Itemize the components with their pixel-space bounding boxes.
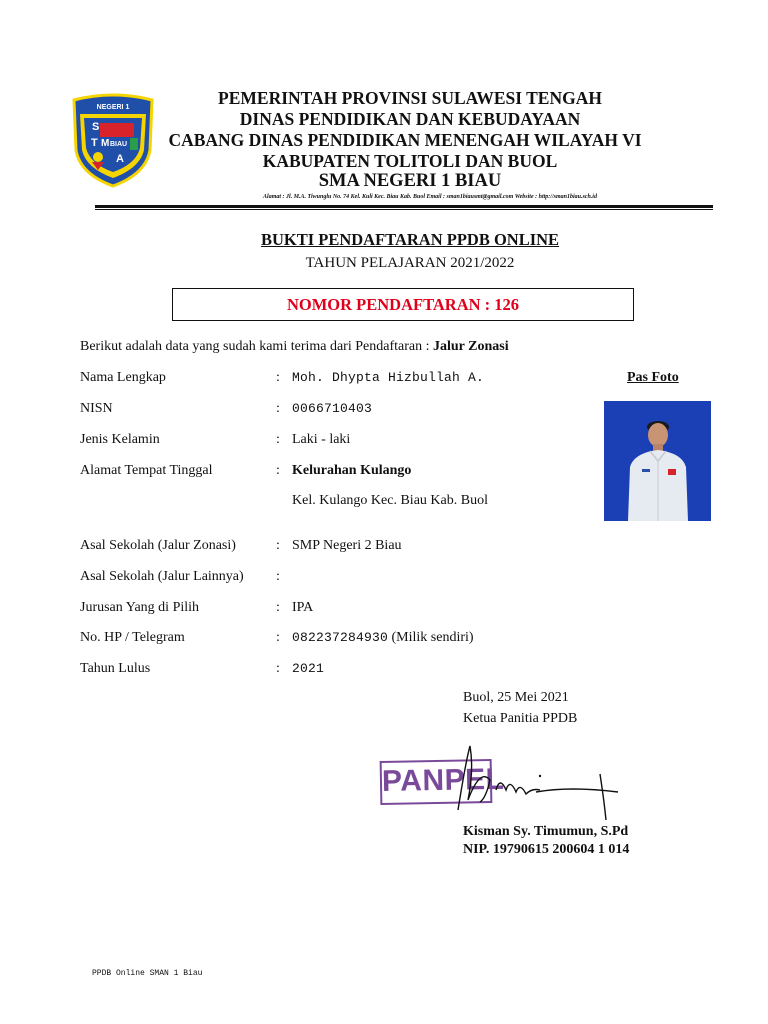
field-label-alamat: Alamat Tempat Tinggal (80, 463, 213, 478)
header-divider-thick (95, 205, 713, 208)
logo-top-text: NEGERI 1 (96, 104, 130, 111)
field-colon: : (276, 463, 280, 478)
field-colon: : (276, 401, 280, 416)
field-value-jurusan: IPA (292, 600, 314, 615)
document-subtitle: TAHUN PELAJARAN 2021/2022 (305, 255, 515, 271)
field-value-hp-note: (Milik sendiri) (388, 630, 474, 645)
field-label-nisn: NISN (80, 401, 113, 416)
field-label-nama: Nama Lengkap (80, 370, 166, 385)
signature-role: Ketua Panitia PPDB (463, 711, 578, 726)
field-label-hp: No. HP / Telegram (80, 630, 185, 645)
field-label-jenis-kelamin: Jenis Kelamin (80, 432, 160, 447)
student-photo (604, 401, 711, 521)
field-value-hp: 082237284930 (292, 630, 389, 645)
field-colon: : (276, 432, 280, 447)
field-label-asal-lainnya: Asal Sekolah (Jalur Lainnya) (80, 569, 244, 584)
student-photo-image (604, 401, 711, 521)
field-colon: : (276, 630, 280, 645)
field-colon: : (276, 538, 280, 553)
header-department: DINAS PENDIDIKAN DAN KEBUDAYAAN (239, 109, 581, 129)
header-divider-thin (95, 209, 713, 210)
logo-letter-t: T (91, 137, 98, 149)
field-colon: : (276, 370, 280, 385)
field-colon: : (276, 569, 280, 584)
logo-letter-biau: BIAU (110, 141, 128, 148)
field-value-nisn: 0066710403 (292, 401, 373, 416)
header-province: PEMERINTAH PROVINSI SULAWESI TENGAH (218, 88, 602, 108)
intro-path: Jalur Zonasi (432, 339, 509, 354)
intro-sentence: Berikut adalah data yang sudah kami terima dari Pendaftaran : (80, 339, 433, 354)
field-label-tahun-lulus: Tahun Lulus (80, 661, 151, 676)
document-title: BUKTI PENDAFTARAN PPDB ONLINE (260, 230, 560, 249)
field-value-nama: Moh. Dhypta Hizbullah A. (292, 370, 485, 385)
field-value-jenis-kelamin: Laki - laki (292, 432, 351, 447)
registration-number-box (172, 288, 634, 321)
field-colon: : (276, 661, 280, 676)
field-label-jurusan: Jurusan Yang di Pilih (80, 600, 200, 615)
header-address: Alamat : Jl. M.A. Tiwunglu No. 74 Kel. Kuli Kec. Biau Kab. Buol Email : sman1biausmt@gmail.com Website : http://sman1biau.sch.id (263, 194, 597, 200)
panpel-stamp: PANPEL (380, 759, 493, 805)
field-value-alamat-detail: Kel. Kulango Kec. Biau Kab. Buol (292, 493, 488, 508)
intro-text (80, 339, 509, 355)
logo-letter-a: A (116, 153, 124, 165)
registration-number: NOMOR PENDAFTARAN : 126 (286, 295, 520, 314)
logo-letter-s: S (92, 121, 100, 133)
field-value-alamat-kelurahan: Kelurahan Kulango (292, 463, 412, 478)
field-value-asal-zonasi: SMP Negeri 2 Biau (292, 538, 402, 553)
field-value-tahun-lulus: 2021 (292, 661, 325, 676)
signature-name: Kisman Sy. Timumun, S.Pd (463, 824, 629, 839)
signature-nip: NIP. 19790615 200604 1 014 (463, 842, 630, 857)
header-branch: CABANG DINAS PENDIDIKAN MENENGAH WILAYAH VI (168, 130, 642, 150)
page-footer: PPDB Online SMAN 1 Biau (92, 969, 203, 978)
photo-label: Pas Foto (627, 370, 679, 385)
field-label-asal-zonasi: Asal Sekolah (Jalur Zonasi) (80, 538, 236, 553)
signature-place-date: Buol, 25 Mei 2021 (463, 690, 569, 705)
school-logo (70, 92, 156, 188)
header-school-name: SMA NEGERI 1 BIAU (318, 171, 502, 191)
handwritten-signature (440, 740, 630, 825)
field-colon: : (276, 600, 280, 615)
logo-letter-m: M (101, 138, 110, 149)
header-regency: KABUPATEN TOLITOLI DAN BUOL (262, 151, 558, 171)
field-value-hp-row (292, 630, 474, 646)
